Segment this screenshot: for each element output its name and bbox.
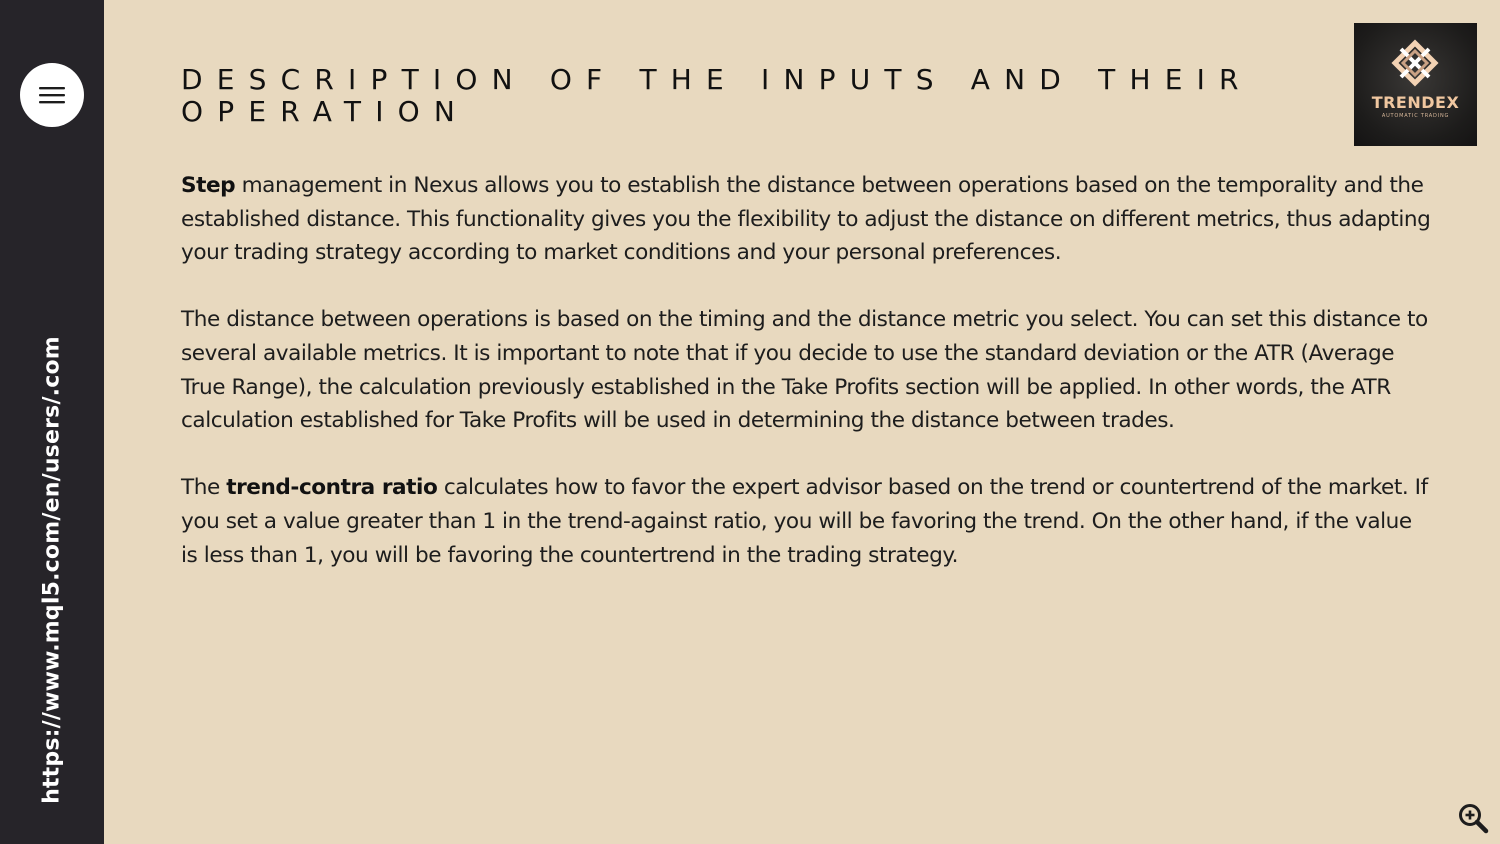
paragraph-step [181, 169, 1431, 270]
brand-tagline: AUTOMATIC TRADING [1381, 113, 1450, 119]
sidebar [0, 0, 104, 844]
page-title: DESCRIPTION OF THE INPUTS AND THEIR OPERATION [181, 63, 1253, 128]
profile-url: https://www.mql5.com/en/users/.com [39, 336, 65, 804]
brand-name: TRENDEX [1371, 93, 1460, 112]
paragraph-distance-text: The distance between operations is based on the timing and the distance metric you select. You can set this distance to several available metrics. It is important to note that if you decide to use the standard deviation or the ATR (Average True Range), the calculation previously established in the Take Profits section will be applied. In other words, the ATR calculation established for Take Profits will be used in determining the distance between trades. [181, 307, 1428, 434]
paragraph-trend-ratio [181, 471, 1431, 572]
keyword-step: Step [181, 173, 236, 198]
menu-button[interactable] [20, 63, 84, 127]
zoom-in-icon[interactable] [1457, 802, 1489, 834]
keyword-trend-contra-ratio: trend-contra ratio [226, 475, 438, 501]
paragraph-step-text: management in Nexus allows you to establish the distance between operations based on the temporality and the established distance. This functionality gives you the flexibility to adjust the distance on different metrics, thus adapting your trading strategy according to market conditions and your personal preferences. [181, 173, 1431, 266]
paragraph-distance [181, 303, 1431, 437]
content-body [181, 169, 1431, 606]
hamburger-menu-icon [39, 85, 65, 105]
trendex-diamond-logo [1385, 37, 1445, 93]
paragraph-trend-ratio-text: calculates how to favor the expert advisor based on the trend or countertrend of the market. If you set a value greater than 1 in the trend-against ratio, you will be favoring the trend. On the other hand, if the value is less than 1, you will be favoring the countertrend in the trading strategy. [181, 475, 1428, 568]
paragraph-trend-ratio-lead: The [181, 475, 227, 501]
brand-logo [1354, 23, 1477, 146]
